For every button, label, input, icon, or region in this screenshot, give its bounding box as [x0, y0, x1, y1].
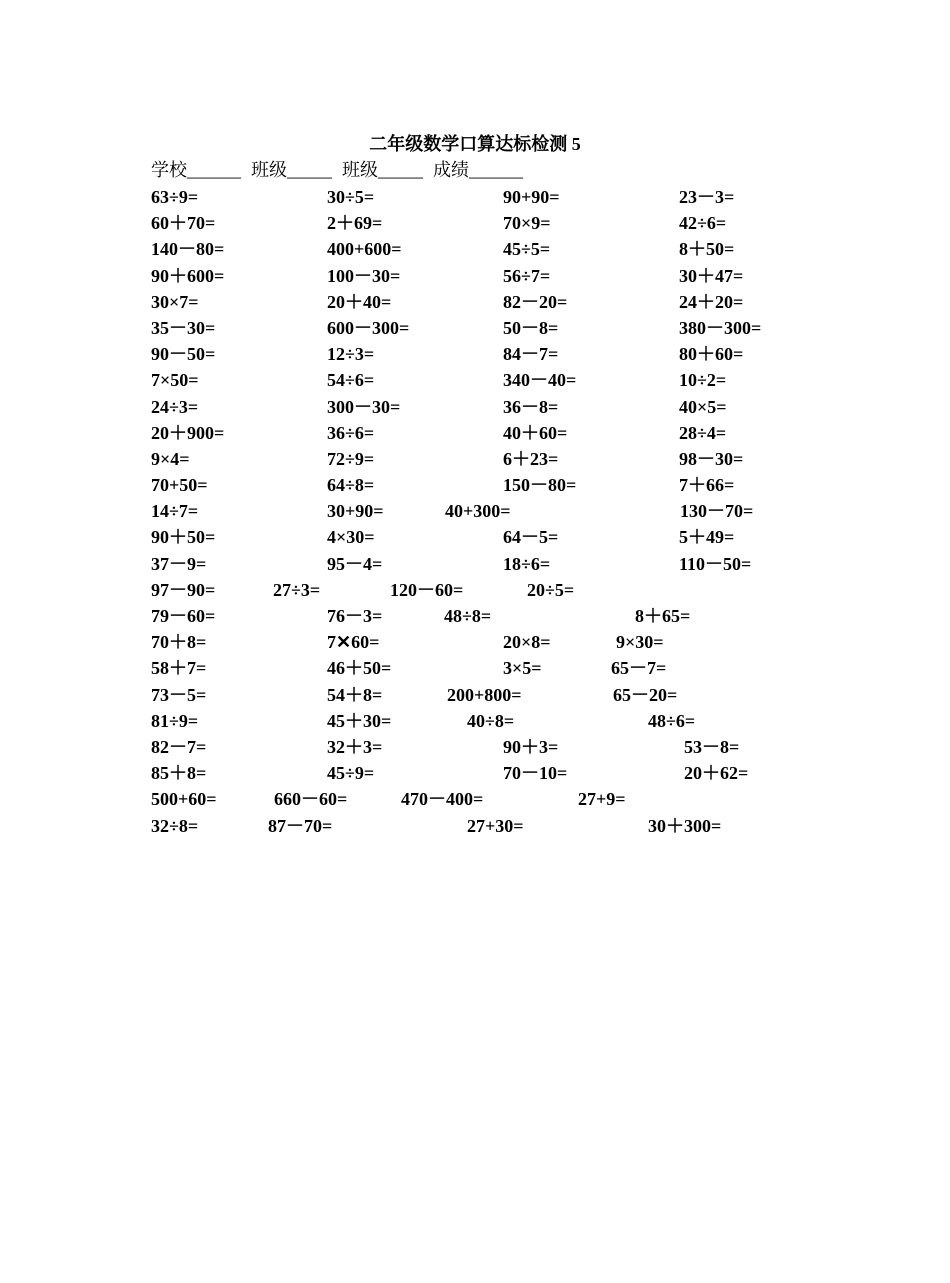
problem-cell: 40＋60=	[503, 422, 568, 443]
problem-cell: 18÷6=	[503, 553, 551, 574]
problem-cell: 20÷5=	[527, 579, 575, 600]
problem-cell: 23－3=	[679, 187, 735, 207]
problem-cell: 120－60=	[390, 579, 464, 600]
problem-cell: 70+50=	[151, 475, 208, 496]
problem-row	[151, 603, 851, 629]
problem-cell: 65－7=	[611, 658, 667, 679]
problem-cell: 27+9=	[578, 789, 626, 810]
problem-cell: 27÷3=	[273, 579, 321, 600]
problem-cell: 48÷6=	[648, 710, 696, 731]
problem-cell: 90＋50=	[151, 527, 216, 548]
problem-cell: 82－20=	[503, 291, 568, 312]
problem-cell: 500+60=	[151, 789, 217, 810]
problem-row	[151, 786, 851, 812]
problem-cell: 82－7=	[151, 736, 207, 757]
problem-cell: 400+600=	[327, 239, 402, 260]
problem-row	[151, 498, 851, 524]
problem-cell: 470－400=	[401, 789, 484, 810]
problem-cell: 30＋47=	[679, 265, 744, 286]
problem-cell: 54＋8=	[327, 684, 383, 705]
problem-row	[151, 524, 851, 550]
problem-cell: 36－8=	[503, 396, 559, 417]
problem-cell: 340－40=	[503, 370, 577, 391]
problem-cell: 8＋50=	[679, 239, 735, 260]
problem-cell: 95－4=	[327, 553, 383, 574]
problem-cell: 28÷4=	[679, 422, 727, 443]
student-info-line	[151, 158, 533, 182]
problem-cell: 14÷7=	[151, 501, 199, 522]
problem-row	[151, 420, 851, 446]
problem-cell: 4×30=	[327, 527, 375, 548]
problem-cell: 8＋65=	[635, 606, 691, 626]
problem-row	[151, 315, 851, 341]
problem-row	[151, 655, 851, 681]
problem-cell: 76－3=	[327, 606, 383, 626]
problem-cell: 80＋60=	[679, 344, 744, 365]
problem-cell: 30×7=	[151, 291, 199, 312]
problem-cell: 48÷8=	[444, 606, 492, 626]
problem-cell: 130－70=	[680, 501, 754, 522]
problem-row	[151, 289, 851, 315]
problem-cell: 90+90=	[503, 187, 560, 207]
score-field: 成绩______	[433, 160, 523, 180]
problem-row	[151, 577, 851, 603]
problem-cell: 9×4=	[151, 448, 190, 469]
problem-row	[151, 682, 851, 708]
problem-cell: 20×8=	[503, 632, 551, 653]
problem-cell: 85＋8=	[151, 763, 207, 784]
problem-cell: 90－50=	[151, 344, 216, 365]
problem-cell: 32＋3=	[327, 736, 383, 757]
problem-cell: 100－30=	[327, 265, 401, 286]
class-field: 班级_____	[251, 160, 332, 180]
problem-cell: 7×50=	[151, 370, 199, 391]
problem-row	[151, 210, 851, 236]
problem-row	[151, 184, 851, 210]
problem-cell: 40+300=	[445, 501, 511, 522]
problem-cell: 30+90=	[327, 501, 384, 522]
problem-cell: 73－5=	[151, 684, 207, 705]
problem-cell: 72÷9=	[327, 448, 375, 469]
problem-cell: 36÷6=	[327, 422, 375, 443]
problem-cell: 600－300=	[327, 317, 410, 338]
problem-cell: 7✕60=	[327, 632, 380, 653]
class-field-2: 班级_____	[342, 160, 423, 180]
problem-cell: 70×9=	[503, 213, 551, 234]
problem-cell: 20＋40=	[327, 291, 392, 312]
problem-cell: 79－60=	[151, 606, 216, 626]
problem-cell: 64÷8=	[327, 475, 375, 496]
problem-cell: 64－5=	[503, 527, 559, 548]
problem-cell: 45÷5=	[503, 239, 551, 260]
problem-row	[151, 367, 851, 393]
problem-row	[151, 734, 851, 760]
problem-cell: 40×5=	[679, 396, 727, 417]
problem-cell: 90＋600=	[151, 265, 225, 286]
problem-row	[151, 708, 851, 734]
problem-row	[151, 760, 851, 786]
problem-cell: 660－60=	[274, 789, 348, 810]
problem-cell: 81÷9=	[151, 710, 199, 731]
problem-cell: 30÷5=	[327, 187, 375, 207]
problem-row	[151, 551, 851, 577]
problem-cell: 24＋20=	[679, 291, 744, 312]
problem-cell: 45÷9=	[327, 763, 375, 784]
problem-cell: 40÷8=	[467, 710, 515, 731]
problem-row	[151, 341, 851, 367]
problem-cell: 110－50=	[679, 553, 752, 574]
problem-cell: 30＋300=	[648, 815, 722, 836]
problem-cell: 54÷6=	[327, 370, 375, 391]
problem-row	[151, 394, 851, 420]
worksheet-title: 二年级数学口算达标检测 5	[369, 134, 581, 154]
problem-cell: 70＋8=	[151, 632, 207, 653]
problem-cell: 42÷6=	[679, 213, 727, 234]
problem-cell: 380－300=	[679, 317, 762, 338]
problem-cell: 60＋70=	[151, 213, 216, 234]
problem-cell: 97－90=	[151, 579, 216, 600]
problem-row	[151, 263, 851, 289]
problem-cell: 12÷3=	[327, 344, 375, 365]
problem-cell: 45＋30=	[327, 710, 392, 731]
problem-cell: 37－9=	[151, 553, 207, 574]
problem-cell: 56÷7=	[503, 265, 551, 286]
problem-cell: 24÷3=	[151, 396, 199, 417]
problem-cell: 7＋66=	[679, 475, 735, 496]
problem-cell: 65－20=	[613, 684, 678, 705]
problem-row	[151, 236, 851, 262]
problem-cell: 9×30=	[616, 632, 664, 653]
problem-cell: 50－8=	[503, 317, 559, 338]
problem-cell: 20＋62=	[684, 763, 749, 784]
problem-cell: 20＋900=	[151, 422, 225, 443]
problem-cell: 70－10=	[503, 763, 568, 784]
problem-cell: 6＋23=	[503, 448, 559, 469]
problem-cell: 98－30=	[679, 448, 744, 469]
problem-cell: 58＋7=	[151, 658, 207, 679]
problem-cell: 3×5=	[503, 658, 542, 679]
problem-cell: 200+800=	[447, 684, 522, 705]
problem-cell: 63÷9=	[151, 187, 199, 207]
problem-cell: 140－80=	[151, 239, 225, 260]
problem-cell: 300－30=	[327, 396, 401, 417]
problem-cell: 27+30=	[467, 815, 524, 836]
problem-cell: 5＋49=	[679, 527, 735, 548]
problem-row	[151, 472, 851, 498]
problem-grid	[151, 184, 851, 839]
school-field: 学校______	[151, 160, 241, 180]
problem-cell: 87－70=	[268, 815, 333, 836]
problem-cell: 10÷2=	[679, 370, 727, 391]
problem-cell: 84－7=	[503, 344, 559, 365]
problem-row	[151, 813, 851, 839]
problem-cell: 150－80=	[503, 475, 577, 496]
problem-cell: 35－30=	[151, 317, 216, 338]
problem-row	[151, 629, 851, 655]
problem-cell: 46＋50=	[327, 658, 392, 679]
problem-cell: 90＋3=	[503, 736, 559, 757]
problem-cell: 32÷8=	[151, 815, 199, 836]
problem-cell: 53－8=	[684, 736, 740, 757]
problem-row	[151, 446, 851, 472]
problem-cell: 2＋69=	[327, 213, 383, 234]
